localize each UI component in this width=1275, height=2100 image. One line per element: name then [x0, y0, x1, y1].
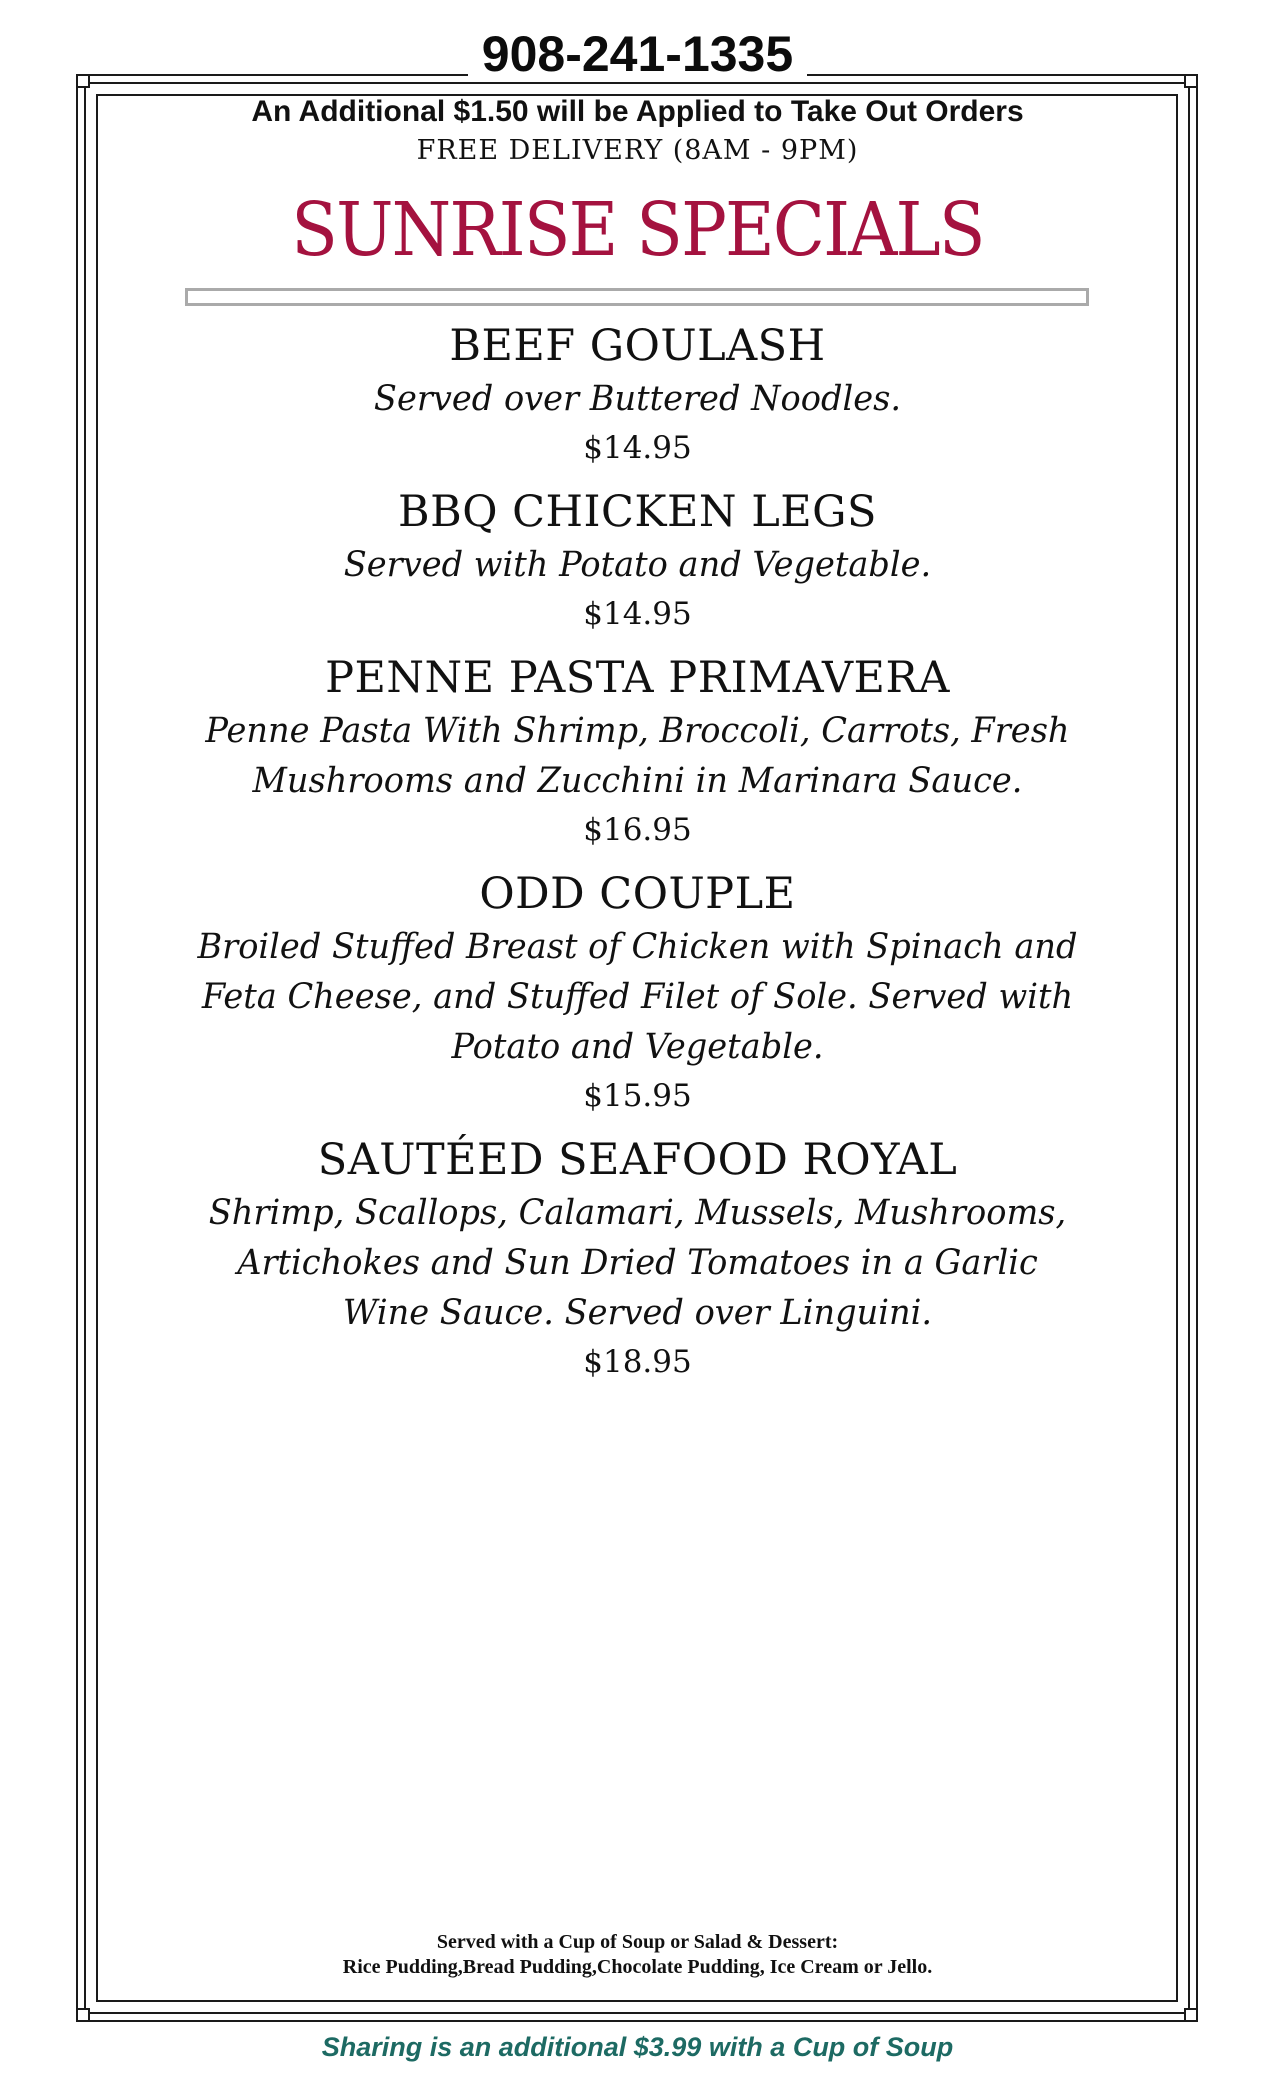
dessert-options-line: Rice Pudding,Bread Pudding,Chocolate Pudding, Ice Cream or Jello. [342, 1956, 933, 1978]
served-with-line: Served with a Cup of Soup or Salad & Dessert: [436, 1931, 839, 1953]
served-with-note [0, 1930, 1275, 1980]
specials-list [0, 318, 1275, 1398]
frame-corner-bottom-right [1184, 2008, 1198, 2022]
menu-item-name: BBQ CHICKEN LEGS [398, 487, 877, 537]
menu-item-price: $14.95 [583, 596, 692, 632]
menu-item-name: SAUTÉED SEAFOOD ROYAL [317, 1135, 958, 1185]
delivery-hours-note: FREE DELIVERY (8AM - 9PM) [416, 135, 859, 166]
menu-item [0, 866, 1275, 1120]
menu-item-description: Served with Potato and Vegetable. [343, 545, 932, 585]
menu-item-price: $18.95 [583, 1344, 692, 1380]
title-divider [185, 288, 1089, 306]
menu-item-description: Penne Pasta With Shrimp, Broccoli, Carrots, Fresh Mushrooms and Zucchini in Marinara Sauce. [205, 711, 1070, 801]
menu-item-price: $16.95 [583, 812, 692, 848]
menu-item-price: $14.95 [583, 430, 692, 466]
menu-item-name: BEEF GOULASH [449, 321, 826, 371]
menu-item [0, 484, 1275, 638]
menu-item-description: Broiled Stuffed Breast of Chicken with Spinach and Feta Cheese, and Stuffed Filet of Sole. Served with Potato and Vegetable. [197, 927, 1078, 1067]
page-title: SUNRISE SPECIALS [291, 187, 984, 273]
phone-number-text: 908-241-1335 [468, 26, 807, 82]
menu-item-name: ODD COUPLE [479, 869, 796, 919]
takeout-surcharge-note: An Additional $1.50 will be Applied to Take Out Orders [251, 95, 1024, 128]
menu-item [0, 1132, 1275, 1386]
sharing-fee-note: Sharing is an additional $3.99 with a Cup of Soup [321, 2032, 954, 2062]
menu-item-description: Shrimp, Scallops, Calamari, Mussels, Mushrooms, Artichokes and Sun Dried Tomatoes in a Garlic Wine Sauce. Served over Linguini. [208, 1193, 1067, 1333]
menu-item-price: $15.95 [583, 1078, 692, 1114]
menu-item-name: PENNE PASTA PRIMAVERA [325, 653, 950, 703]
menu-item-description: Served over Buttered Noodles. [373, 379, 902, 419]
menu-item [0, 318, 1275, 472]
phone-number [0, 24, 1275, 84]
frame-corner-bottom-left [76, 2008, 90, 2022]
menu-item [0, 650, 1275, 854]
